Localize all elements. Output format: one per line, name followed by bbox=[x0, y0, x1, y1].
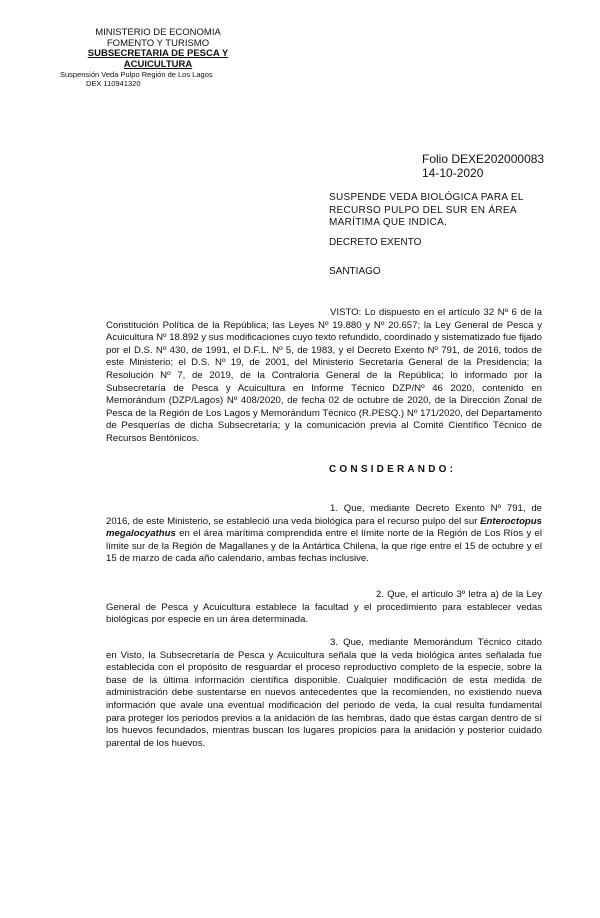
decree-subject: SUSPENDE VEDA BIOLÓGICA PARA EL RECURSO PULPO DEL SUR EN ÁREA MARÍTIMA QUE INDICA. bbox=[329, 192, 524, 228]
subsecretaria-line-1: SUBSECRETARIA DE PESCA Y bbox=[87, 48, 229, 59]
considerando-3-text: 3. Que, mediante Memorándum Técnico citado en Visto, la Subsecretaría de Pesca y Acuicultura señala que la veda biológica antes señalada fue establecida con el propósito de resguardar el proceso reproductivo completo de la especie, sobre la base de la última información científica disponible. Cualquier modificación de esta medida de administración debe sustentarse en nuevos antecedentes que la recomienden, no existiendo nueva información que avale una eventual modificación del periodo de veda, la cual resulta fundamental para proteger los periodos previos a la anidación de las hembras, dado que éstas cargan dentro de sí los huevos fecundados, mientras buscan los lugares propicios para la anidación y posterior cuidado parental de los huevos. bbox=[106, 637, 542, 749]
considerando-3 bbox=[106, 637, 542, 750]
considerando-1-after: en el área marítima comprendida entre el límite norte de la Región de Los Ríos y el límite sur de la Región de Magallanes y de la Antártica Chilena, la que rige entre el 15 de octubre y el 15 de marzo de cada año calendario, ambas fechas inclusive. bbox=[106, 528, 542, 565]
dex-code: DEX 110941320 bbox=[86, 79, 141, 88]
subsecretaria-line-2: ACUICULTURA bbox=[123, 58, 193, 70]
folio-number: Folio DEXE202000083 bbox=[422, 152, 545, 166]
visto-paragraph bbox=[106, 307, 542, 446]
folio-block bbox=[422, 153, 544, 180]
decree-type: DECRETO EXENTO bbox=[329, 237, 422, 248]
considerando-2-text: 2. Que, el artículo 3º letra a) de la Ley General de Pesca y Acuicultura establece la facultad y el procedimiento para establecer vedas biológicas por especie en un área determinada. bbox=[106, 589, 542, 626]
reference-line: Suspensión Veda Pulpo Región de Los Lagos bbox=[60, 70, 213, 79]
species-name: Enteroctopus megalocyathus bbox=[106, 515, 542, 540]
decree-city: SANTIAGO bbox=[329, 266, 381, 277]
document-header bbox=[58, 28, 258, 88]
folio-date: 14-10-2020 bbox=[422, 165, 484, 180]
ministry-line-1: MINISTERIO DE ECONOMIA bbox=[95, 27, 221, 38]
considerando-1-before: 1. Que, mediante Decreto Exento Nº 791, de 2016, de este Ministerio, se estableció una veda biológica para el recurso pulpo del sur bbox=[106, 503, 542, 527]
considerando-2 bbox=[106, 589, 542, 627]
considerando-1 bbox=[106, 503, 542, 566]
considerando-title: CONSIDERANDO: bbox=[329, 464, 457, 475]
ministry-line-2: FOMENTO Y TURISMO bbox=[106, 37, 210, 49]
visto-text: VISTO: Lo dispuesto en el artículo 32 Nº 6 de la Constitución Política de la República; las Leyes Nº 19.880 y Nº 20.657; la Ley General de Pesca y Acuicultura Nº 18.892 y sus modificaciones cuyo texto refundido, coordinado y sistematizado fue fijado por el D.S. Nº 430, de 1991, el D.F.L. Nº 5, de 1983, y el Decreto Exento Nº 791, de 2016, todos de este Ministerio; el D.S. Nº 19, de 2001, del Ministerio Secretaría General de la Presidencia; la Resolución Nº 7, de 2019, de la Contraloría General de la República; lo informado por la Subsecretaría de Pesca y Acuicultura en Informe Técnico DZP/Nº 46 2020, contenido en Memorándum (DZP/Lagos) Nº 408/2020, de fecha 02 de octubre de 2020, de la Dirección Zonal de Pesca de la Región de Los Lagos y Memorándum Técnico (R.PESQ.) Nº 171/2020, del Departamento de Pesquerías de dicha Subsecretaría; y la comunicación previa al Comité Científico Técnico de Recursos Bentónicos. bbox=[106, 307, 542, 444]
